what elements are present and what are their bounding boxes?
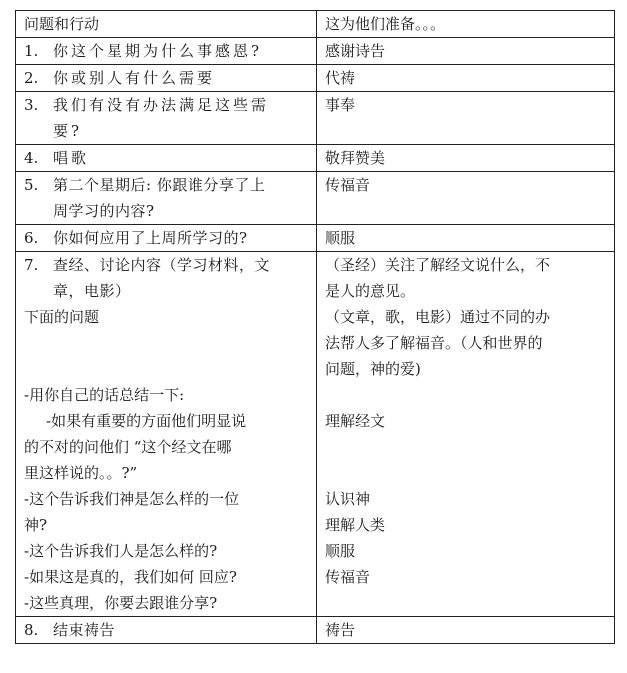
action-cell: 敬拜赞美: [317, 145, 615, 172]
action-cell: 感谢诗告: [317, 38, 615, 65]
question-text: -如果有重要的方面他们明显说: [46, 412, 247, 430]
action-text: 传福音: [325, 568, 371, 586]
question-text: -这个告诉我们神是怎么样的一位: [24, 490, 240, 508]
question-text: -这些真理，你要去跟谁分享?: [24, 594, 218, 612]
question-text: 第二个星期后: 你跟谁分享了上: [53, 176, 266, 194]
question-cell: [16, 38, 317, 65]
header-col1: 问题和行动: [16, 11, 317, 38]
item-number: 8.: [24, 621, 39, 639]
table-row: [16, 38, 615, 65]
question-text: -用你自己的话总结一下:: [24, 386, 185, 404]
action-text: 理解经文: [325, 412, 386, 430]
question-cell: [16, 252, 317, 617]
question-text: 唱歌: [53, 149, 90, 167]
action-cell: 祷告: [317, 617, 615, 644]
table-row: [16, 617, 615, 644]
item-number: 4.: [24, 149, 39, 167]
question-text: 神?: [24, 516, 48, 534]
header-row: [16, 11, 615, 38]
action-text: 理解人类: [325, 516, 386, 534]
action-text: 是人的意见。: [325, 282, 416, 300]
action-cell: 代祷: [317, 65, 615, 92]
action-text: 法帮人多了解福音。（人和世界的: [325, 334, 543, 352]
table-row: [16, 65, 615, 92]
question-text: 你这个星期为什么事感恩?: [53, 42, 263, 60]
question-text: 要?: [53, 122, 83, 140]
question-cell: [16, 617, 317, 644]
table-row: [16, 92, 615, 145]
item-number: 3.: [24, 96, 39, 114]
action-cell: 事奉: [317, 92, 615, 145]
table-row: [16, 172, 615, 225]
question-text: 章，电影）: [53, 282, 131, 300]
question-text: 我们有没有办法满足这些需: [53, 96, 270, 114]
question-text: 周学习的内容?: [53, 202, 155, 220]
question-text: -如果这是真的，我们如何 回应?: [24, 568, 237, 586]
question-text: 查经、讨论内容（学习材料，文: [53, 256, 271, 274]
question-cell: [16, 92, 317, 145]
question-text: 下面的问题: [24, 308, 100, 326]
action-text: 问题，神的爱): [325, 360, 421, 378]
question-text: -这个告诉我们人是怎么样的?: [24, 542, 218, 560]
table-row: [16, 145, 615, 172]
header-col2: 这为他们准备。。。: [317, 11, 615, 38]
action-cell: 传福音: [317, 172, 615, 225]
action-text: 认识神: [325, 490, 371, 508]
action-text: （文章，歌，电影）通过不同的办: [325, 308, 551, 326]
item-number: 2.: [24, 69, 39, 87]
question-cell: [16, 172, 317, 225]
question-text: 结束祷告: [53, 621, 116, 639]
item-number: 5.: [24, 176, 39, 194]
action-cell: [317, 252, 615, 617]
question-cell: [16, 65, 317, 92]
item-number: 6.: [24, 229, 39, 247]
question-text: 里这样说的。。?”: [24, 464, 138, 482]
question-cell: [16, 145, 317, 172]
question-text: 的不对的问他们 “这个经文在哪: [24, 438, 232, 456]
question-action-table: [15, 10, 615, 644]
question-text: 你如何应用了上周所学习的?: [53, 229, 248, 247]
action-text: 顺服: [325, 542, 356, 560]
item-number: 1.: [24, 42, 39, 60]
action-cell: 顺服: [317, 225, 615, 252]
question-cell: [16, 225, 317, 252]
item-number: 7.: [24, 256, 39, 274]
action-text: （圣经）关注了解经文说什么，不: [325, 256, 551, 274]
table-row: [16, 252, 615, 617]
table-row: [16, 225, 615, 252]
question-text: 你或别人有什么需要: [53, 69, 216, 87]
